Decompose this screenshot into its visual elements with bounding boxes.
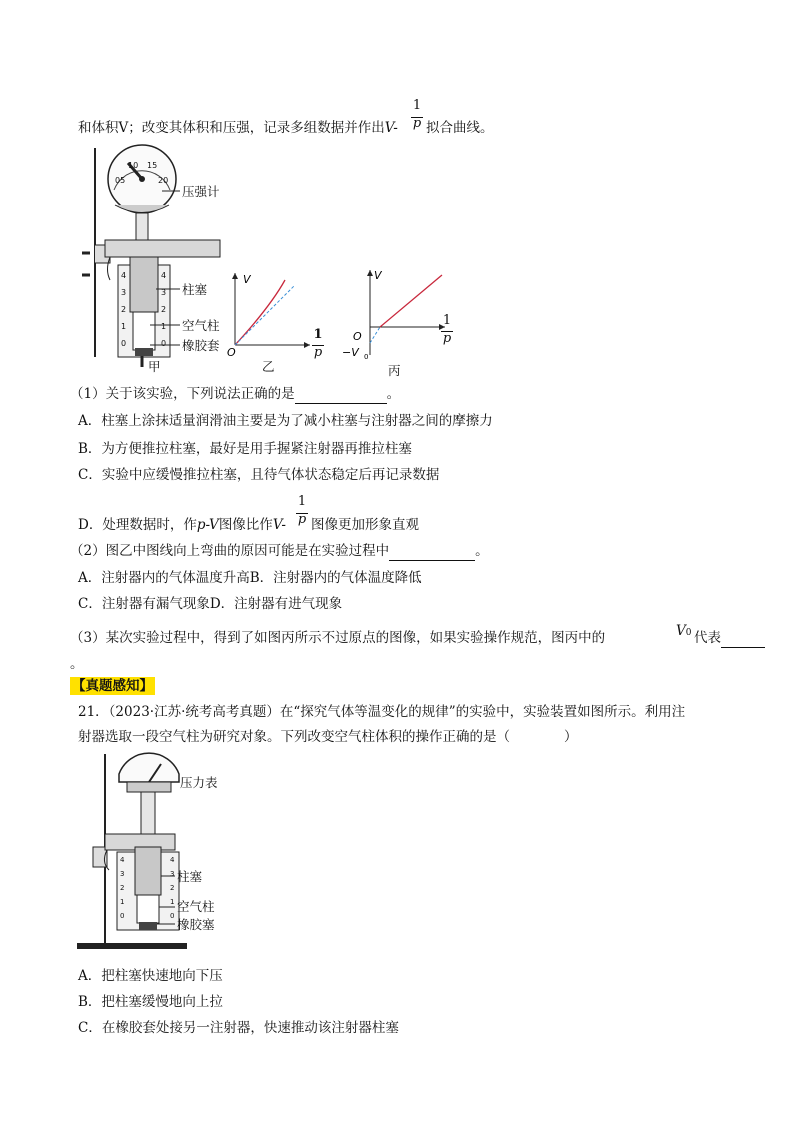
q1-stem: （1）关于该实验，下列说法正确的是 。	[70, 386, 401, 402]
q2-options-cd: C．注射器有漏气现象D．注射器有进气现象	[78, 596, 343, 612]
gauge-label-15: 15	[147, 161, 158, 170]
label-rubber-sleeve: 橡胶套	[182, 338, 220, 353]
q21-scale-left-4: 4	[120, 856, 125, 864]
q21-scale-right-3: 3	[170, 870, 175, 878]
scale-left-0: 0	[121, 339, 127, 348]
graph-yi-y-label: V	[243, 273, 251, 286]
intro-fraction-den: p	[412, 116, 422, 131]
q21-scale-left-3: 3	[120, 870, 125, 878]
graph-bing-x-num: 1	[442, 313, 452, 328]
graph-yi-x-den: p	[313, 345, 323, 360]
caption-yi: 乙	[262, 359, 275, 374]
graph-bing-neg-v0-sub: 0	[364, 353, 369, 361]
q21-scale-right-2: 2	[170, 884, 175, 892]
graph-bing-x-den: p	[442, 331, 452, 346]
intro-fraction-num: 1	[412, 98, 422, 113]
gauge-label-20: 20	[158, 176, 169, 185]
scale-right-0: 0	[161, 339, 167, 348]
graph-bing-y-label: V	[374, 269, 382, 282]
label-gauge: 压强计	[182, 184, 220, 199]
intro-tail: 拟合曲线。	[426, 120, 494, 136]
q21-label-rubber: 橡胶塞	[177, 917, 215, 932]
q21-label-air: 空气柱	[177, 899, 215, 914]
gauge-label-10: 10	[128, 161, 139, 170]
q21-option-c: C．在橡胶套处接另一注射器，快速推动该注射器柱塞	[78, 1020, 399, 1036]
q3-end: 。	[70, 656, 84, 672]
q1-answer-blank[interactable]	[295, 385, 387, 404]
scale-left-1: 1	[121, 322, 127, 331]
graph-yi-x-num: 1	[313, 327, 323, 342]
section-tag: 【真题感知】	[72, 678, 153, 694]
q1-d-fraction-num: 1	[297, 494, 307, 509]
scale-right-2: 2	[161, 305, 167, 314]
q1-option-b: B．为方便推拉柱塞，最好是用手握紧注射器再推拉柱塞	[78, 441, 412, 457]
label-air-column: 空气柱	[182, 318, 220, 333]
scale-right-3: 3	[161, 288, 167, 297]
scale-right-4: 4	[161, 271, 167, 280]
graph-bing-origin: O	[353, 330, 362, 343]
caption-jia: 甲	[148, 359, 161, 374]
q21-scale-left-0: 0	[120, 912, 125, 920]
q3-stem: （3）某次实验过程中，得到了如图丙所示不过原点的图像，如果实验操作规范，图丙中的	[70, 630, 606, 646]
q1-option-a: A．柱塞上涂抹适量润滑油主要是为了减小柱塞与注射器之间的摩擦力	[78, 413, 493, 429]
graph-bing-neg-v0: −V	[342, 346, 359, 359]
graph-yi-origin: O	[227, 346, 236, 359]
q3-post: 代表	[694, 629, 765, 648]
intro-text: 和体积V；改变其体积和压强，记录多组数据并作出V-	[78, 120, 398, 136]
q2-stem: （2）图乙中图线向上弯曲的原因可能是在实验过程中 。	[70, 543, 489, 559]
label-plunger: 柱塞	[182, 282, 208, 297]
q21-option-b: B．把柱塞缓慢地向上拉	[78, 994, 223, 1010]
q21-scale-left-2: 2	[120, 884, 125, 892]
graph-bing	[340, 265, 450, 365]
q21-line1: 21．（2023·江苏·统考高考真题）在“探究气体等温变化的规律”的实验中，实验装置如图所示。利用注	[78, 704, 686, 720]
scale-left-4: 4	[121, 271, 127, 280]
caption-bing: 丙	[388, 363, 401, 378]
q3-v0: V0	[676, 623, 692, 639]
q21-line2: 射器选取一段空气柱为研究对象。下列改变空气柱体积的操作正确的是（ ）	[78, 729, 578, 745]
q1-option-c: C．实验中应缓慢推拉柱塞，且待气体状态稳定后再记录数据	[78, 467, 440, 483]
q21-scale-right-1: 1	[170, 898, 175, 906]
q3-answer-blank[interactable]	[721, 629, 765, 648]
q21-option-a: A．把柱塞快速地向下压	[78, 968, 223, 984]
q1-option-d: D．处理数据时，作p-V图像比作V-	[78, 517, 286, 533]
q1-d-fraction-den: p	[297, 512, 307, 527]
q21-scale-right-0: 0	[170, 912, 175, 920]
q2-answer-blank[interactable]	[389, 542, 475, 561]
q21-label-gauge: 压力表	[180, 775, 218, 790]
q2-options-ab: A．注射器内的气体温度升高B．注射器内的气体温度降低	[78, 570, 422, 586]
scale-left-2: 2	[121, 305, 127, 314]
q1-option-d-tail: 图像更加形象直观	[311, 517, 419, 533]
scale-left-3: 3	[121, 288, 127, 297]
q21-scale-right-4: 4	[170, 856, 175, 864]
graph-yi	[225, 265, 320, 360]
gauge-label-05: 05	[115, 176, 126, 185]
q21-label-plunger: 柱塞	[177, 869, 203, 884]
scale-right-1: 1	[161, 322, 167, 331]
q21-scale-left-1: 1	[120, 898, 125, 906]
